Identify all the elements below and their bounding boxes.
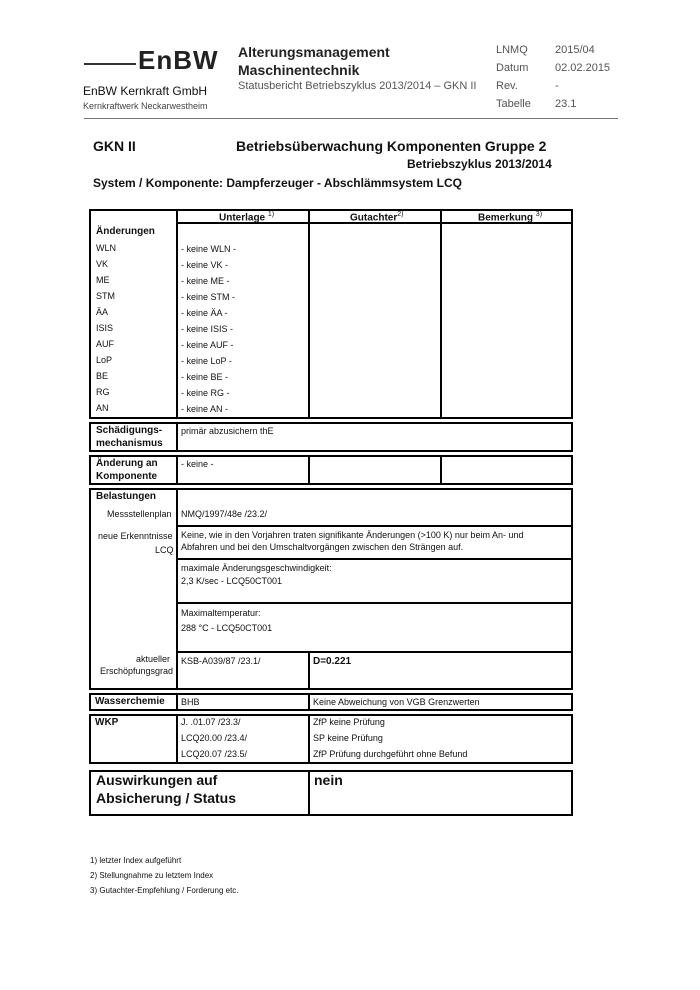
erschoepfung-label: aktueller	[136, 654, 171, 664]
meta-row	[496, 62, 626, 80]
aenderung-value: - keine RG -	[181, 388, 230, 398]
wkp-label: WKP	[95, 717, 119, 728]
row-divider	[177, 651, 572, 653]
aenderung-code: AN	[96, 403, 109, 413]
col-header-bemerkung: Bemerkung $^{3)}$	[478, 211, 543, 224]
wasserchemie-value: Keine Abweichung von VGB Grenzwerten	[313, 697, 480, 707]
col-divider	[440, 210, 442, 418]
aenderung-code: ÄA	[96, 307, 109, 317]
col-divider	[308, 715, 310, 763]
aenderung-value: - keine ISIS -	[181, 324, 234, 334]
wkp-value: ZfP keine Prüfung	[313, 717, 385, 727]
wkp-value: SP keine Prüfung	[313, 733, 383, 743]
schaedigung-label: mechanismus	[96, 438, 163, 449]
max-aenderung-label: maximale Änderungsgeschwindigkeit:	[181, 563, 332, 573]
col-divider	[440, 456, 442, 484]
schaedigung-value: primär abzusichern thE	[181, 426, 274, 436]
erschoepfung-value: D=0.221	[313, 656, 352, 667]
aenderung-code: ISIS	[96, 323, 114, 333]
meta-key: Rev.	[496, 80, 518, 92]
aenderung-value: - keine AUF -	[181, 340, 234, 350]
unit-label: GKN II	[93, 138, 136, 154]
aenderungen-box	[89, 209, 573, 419]
aenderung-value: - keine ME -	[181, 276, 230, 286]
cycle-label: Betriebszyklus 2013/2014	[407, 157, 552, 171]
col-divider	[308, 694, 310, 710]
col-header-gutachter: Gutachter$^{2)}$	[350, 211, 404, 224]
meta-key: Tabelle	[496, 98, 531, 110]
col-divider	[176, 489, 178, 689]
wkp-ref: J. .01.07 /23.3/	[181, 717, 241, 727]
row-divider	[177, 525, 572, 527]
meta-row	[496, 98, 626, 116]
wasserchemie-label: Wasserchemie	[95, 696, 165, 707]
col-divider	[176, 423, 178, 451]
aenderungen-label: Änderungen	[96, 226, 155, 237]
aenderung-code: AUF	[96, 339, 114, 349]
aenderung-value: - keine LoP -	[181, 356, 232, 366]
aenderung-value: - keine ÄA -	[181, 308, 228, 318]
meta-key: LNMQ	[496, 44, 528, 56]
meta-value: 02.02.2015	[555, 62, 611, 74]
aenderung-komponente-label: Komponente	[96, 471, 158, 482]
wkp-value: ZfP Prüfung durchgeführt ohne Befund	[313, 749, 468, 759]
erkenntnisse-label: neue Erkenntnisse	[98, 531, 173, 541]
erkenntnisse-text: Abfahren und bei den Umschaltvorgängen zwischen den Strängen auf.	[181, 542, 464, 552]
max-aenderung-value: 2,3 K/sec - LCQ50CT001	[181, 576, 283, 586]
row-divider	[177, 602, 572, 604]
messstellenplan-label: Messstellenplan	[107, 509, 172, 519]
company-name: EnBW Kernkraft GmbH	[83, 84, 208, 98]
schaedigung-label: Schädigungs-	[96, 425, 163, 436]
auswirkungen-label: Auswirkungen auf	[96, 772, 218, 788]
erkenntnisse-label: LCQ	[155, 545, 174, 555]
aenderung-value: - keine VK -	[181, 260, 229, 270]
row-divider	[177, 558, 572, 560]
header-meta	[496, 44, 626, 116]
company-logo: EnBW	[138, 45, 219, 75]
header-divider	[84, 118, 618, 119]
meta-row	[496, 80, 626, 98]
erschoepfung-label: Erschöpfungsgrad	[100, 666, 174, 676]
aenderung-value: - keine AN -	[181, 404, 229, 414]
wkp-ref: LCQ20.00 /23.4/	[181, 733, 248, 743]
page-title: Betriebsüberwachung Komponenten Gruppe 2	[236, 138, 547, 154]
erschoepfung-ref: KSB-A039/87 /23.1/	[181, 656, 261, 666]
meta-value: -	[555, 80, 559, 92]
page-header	[0, 0, 700, 125]
aenderung-komponente-box	[89, 455, 573, 485]
wasserchemie-ref: BHB	[181, 697, 200, 707]
col-divider	[308, 456, 310, 484]
header-title-line2: Maschinentechnik	[238, 62, 360, 78]
col-header-unterlage: Unterlage $^{1)}$	[219, 211, 275, 224]
col-divider	[176, 210, 178, 418]
footnote: 3) Gutachter-Empfehlung / Forderung etc.	[90, 886, 239, 895]
footnote: 1) letzter Index aufgeführt	[90, 856, 182, 865]
header-title-line3: Statusbericht Betriebszyklus 2013/2014 – GKN II	[238, 80, 477, 92]
aenderung-code: VK	[96, 259, 109, 269]
aenderung-value: - keine STM -	[181, 292, 236, 302]
auswirkungen-label: Absicherung / Status	[96, 790, 237, 806]
aenderung-code: ME	[96, 275, 110, 285]
max-temp-label: Maximaltemperatur:	[181, 608, 261, 618]
belastungen-label: Belastungen	[96, 491, 157, 502]
erkenntnisse-text: Keine, wie in den Vorjahren traten signifikante Änderungen (>100 K) nur beim An- und	[181, 530, 524, 540]
footnote: 2) Stellungnahme zu letztem Index	[90, 871, 214, 880]
system-label: System / Komponente: Dampferzeuger - Abschlämmsystem LCQ	[93, 176, 462, 190]
wkp-ref: LCQ20.07 /23.5/	[181, 749, 248, 759]
col-divider	[176, 694, 178, 710]
auswirkungen-value: nein	[314, 772, 343, 788]
col-divider	[308, 210, 310, 418]
aenderung-code: BE	[96, 371, 109, 381]
max-temp-value: 288 °C - LCQ50CT001	[181, 623, 273, 633]
messstellenplan-value: NMQ/1997/48e /23.2/	[181, 509, 268, 519]
meta-value: 23.1	[555, 98, 577, 110]
plant-name: Kernkraftwerk Neckarwestheim	[83, 101, 208, 111]
aenderung-komponente-label: Änderung an	[96, 458, 158, 469]
meta-row	[496, 44, 626, 62]
aenderung-value: - keine BE -	[181, 372, 229, 382]
aenderung-code: LoP	[96, 355, 113, 365]
meta-value: 2015/04	[555, 44, 595, 56]
col-divider	[308, 771, 310, 815]
aenderung-code: WLN	[96, 243, 116, 253]
header-title-line1: Alterungsmanagement	[238, 44, 390, 60]
aenderung-value: - keine WLN -	[181, 244, 237, 254]
col-divider	[176, 715, 178, 763]
col-divider	[176, 456, 178, 484]
aenderung-komponente-value: - keine -	[181, 459, 214, 469]
aenderung-code: RG	[96, 387, 110, 397]
col-divider	[308, 652, 310, 689]
logo-line	[84, 63, 136, 65]
meta-key: Datum	[496, 62, 529, 74]
aenderung-code: STM	[96, 291, 115, 301]
